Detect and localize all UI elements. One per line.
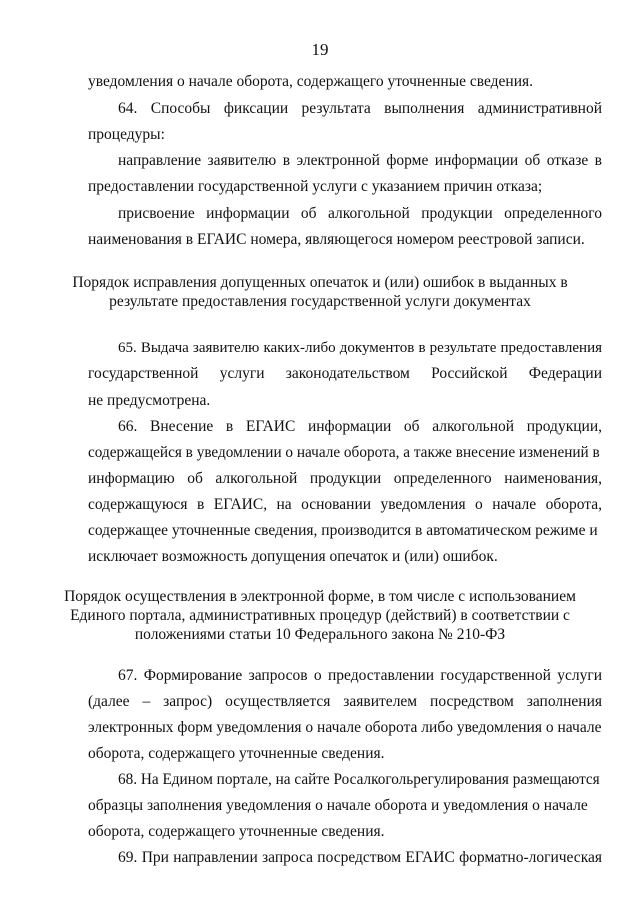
text-line: 67. Формирование запросов о предоставлении государственной услуги	[118, 667, 602, 684]
text-line: наименования в ЕГАИС номера, являющегося номером реестровой записи.	[88, 231, 585, 248]
text-line: процедуры:	[88, 126, 165, 143]
section-heading-line: положениями статьи 10 Федерального закона № 210-ФЗ	[134, 626, 506, 643]
text-line: 64. Способы фиксации результата выполнения административной	[118, 100, 602, 117]
text-line: 69. При направлении запроса посредством ЕГАИС форматно-логическая	[118, 849, 602, 866]
text-line: (далее – запрос) осуществляется заявителем посредством заполнения	[88, 693, 602, 710]
text-line: предоставлении государственной услуги с указанием причин отказа;	[88, 178, 543, 195]
text-line: содержащее уточненные сведения, производится в автоматическом режиме и	[88, 522, 598, 539]
text-line: оборота, содержащего уточненные сведения.	[88, 745, 385, 762]
section-heading-line: Единого портала, административных процедур (действий) в соответствии с	[70, 607, 570, 624]
text-line: содержащейся в уведомлении о начале оборота, а также внесение изменений в	[88, 444, 600, 461]
text-line: образцы заполнения уведомления о начале оборота и уведомления о начале	[88, 797, 588, 814]
text-line: оборота, содержащего уточненные сведения.	[88, 823, 385, 840]
text-line: электронных форм уведомления о начале оборота либо уведомления о начале	[88, 719, 602, 736]
text-line: содержащуюся в ЕГАИС, на основании уведомления о начале оборота,	[88, 496, 602, 513]
page-number: 19	[311, 40, 329, 59]
text-line: уведомления о начале оборота, содержащего уточненные сведения.	[88, 73, 534, 90]
text-line: государственной услуги законодательством Российской Федерации	[88, 365, 602, 382]
text-line: исключает возможность допущения опечаток и (или) ошибок.	[88, 548, 498, 565]
text-line: не предусмотрена.	[88, 392, 211, 409]
section-heading-line: Порядок исправления допущенных опечаток и (или) ошибок в выданных в	[72, 274, 568, 291]
text-line: информацию об алкогольной продукции определенного наименования,	[88, 470, 602, 487]
section-heading-line: Порядок осуществления в электронной форме, в том числе с использованием	[64, 588, 576, 605]
text-line: направление заявителю в электронной форме информации об отказе в	[118, 152, 602, 169]
text-line: 68. На Едином портале, на сайте Росалкогольрегулирования размещаются	[118, 771, 600, 788]
text-line: 66. Внесение в ЕГАИС информации об алкогольной продукции,	[118, 418, 602, 435]
text-line: присвоение информации об алкогольной продукции определенного	[118, 205, 602, 222]
section-heading-line: результате предоставления государственной услуги документах	[109, 293, 531, 310]
text-line: 65. Выдача заявителю каких-либо документов в результате предоставления	[118, 340, 602, 356]
